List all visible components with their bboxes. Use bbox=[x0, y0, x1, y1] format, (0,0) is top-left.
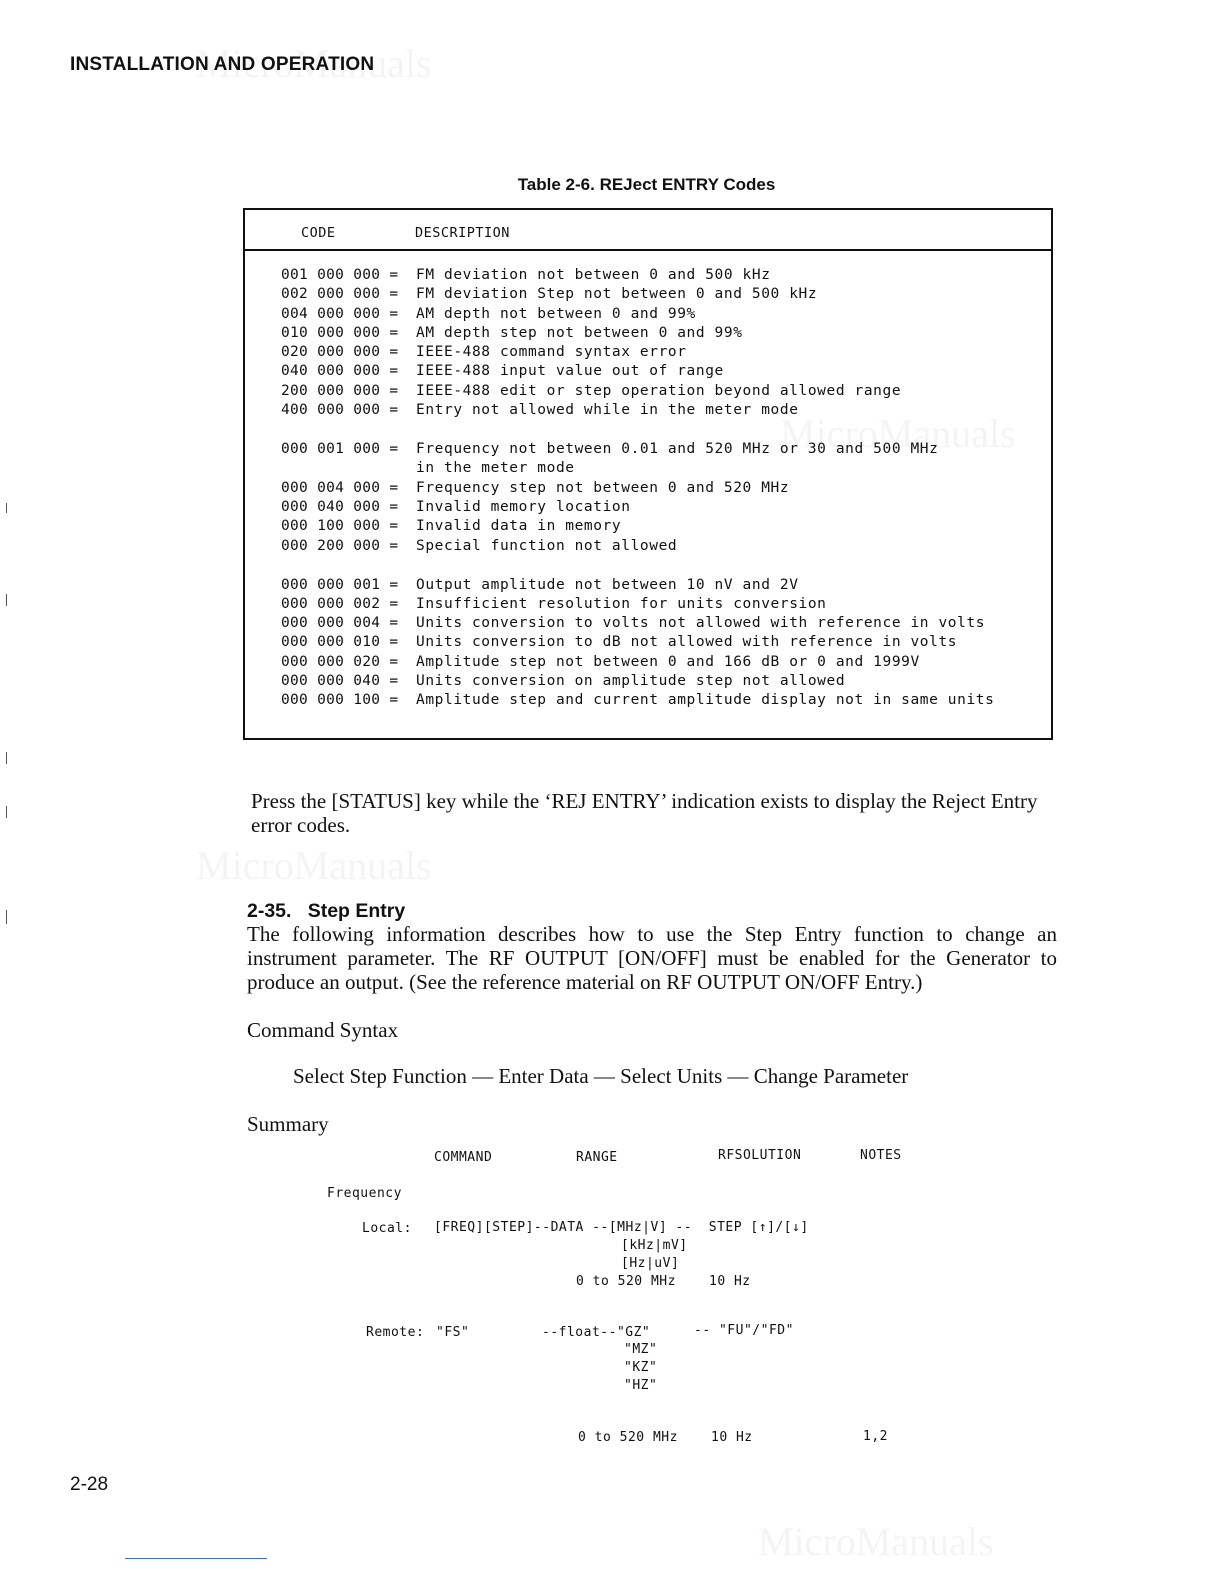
reject-code: 000 000 100 = bbox=[281, 692, 399, 709]
table-row bbox=[281, 479, 994, 498]
syntax-line: Select Step Function — Enter Data — Select Units — Change Parameter bbox=[293, 1064, 909, 1088]
section-paragraph: The following information describes how to use the Step Entry function to change an instrument parameter. The RF OUTPUT [ON/OFF] must be enabled for the Generator to produce an output. (See the reference material on RF OUTPUT ON/OFF Entry.) bbox=[247, 922, 1057, 994]
table-row bbox=[281, 324, 994, 343]
reject-description: IEEE-488 edit or step operation beyond allowed range bbox=[416, 382, 902, 399]
reject-code: 000 000 001 = bbox=[281, 576, 399, 593]
table-row bbox=[281, 362, 994, 381]
frequency-label: Frequency bbox=[327, 1186, 402, 1201]
reject-code: 000 000 040 = bbox=[281, 673, 399, 690]
table-row bbox=[281, 614, 994, 633]
reject-description: Units conversion to volts not allowed with reference in volts bbox=[416, 615, 986, 632]
local-label: Local: bbox=[362, 1221, 412, 1236]
local-resolution: 10 Hz bbox=[709, 1274, 751, 1289]
table-row bbox=[281, 595, 994, 614]
table-body bbox=[281, 266, 994, 711]
margin-mark bbox=[6, 806, 7, 818]
footer-rule bbox=[125, 1558, 267, 1559]
group-gap bbox=[281, 556, 994, 576]
reject-code bbox=[281, 459, 416, 478]
table-row bbox=[281, 266, 994, 285]
table-row bbox=[281, 517, 994, 536]
summary-col-range: RANGE bbox=[576, 1150, 618, 1165]
reject-description: Amplitude step and current amplitude display not in same units bbox=[416, 692, 995, 709]
table-row bbox=[281, 285, 994, 304]
table-row bbox=[281, 653, 994, 672]
remote-units-kz: "KZ" bbox=[624, 1360, 658, 1375]
reject-description: Frequency not between 0.01 and 520 MHz or 30 and 500 MHz bbox=[416, 441, 939, 458]
local-units-khz: [kHz|mV] bbox=[621, 1238, 688, 1253]
reject-description: AM depth not between 0 and 99% bbox=[416, 305, 696, 322]
reject-description: in the meter mode bbox=[416, 460, 575, 477]
table-row bbox=[281, 633, 994, 652]
reject-description: Frequency step not between 0 and 520 MHz bbox=[416, 479, 790, 496]
reject-description: IEEE-488 command syntax error bbox=[416, 344, 687, 361]
reject-description: Output amplitude not between 10 nV and 2V bbox=[416, 576, 799, 593]
watermark bbox=[758, 1518, 994, 1565]
reject-description: Insufficient resolution for units conversion bbox=[416, 595, 827, 612]
reject-code: 400 000 000 = bbox=[281, 402, 399, 419]
summary-col-resolution: RFSOLUTION bbox=[718, 1148, 802, 1163]
remote-step: -- "FU"/"FD" bbox=[694, 1323, 794, 1338]
reject-code: 000 000 002 = bbox=[281, 595, 399, 612]
table-row bbox=[281, 459, 994, 478]
remote-float: --float--"GZ" bbox=[542, 1325, 651, 1340]
group-gap bbox=[281, 420, 994, 440]
table-row bbox=[281, 382, 994, 401]
reject-description: FM deviation not between 0 and 500 kHz bbox=[416, 267, 771, 283]
local-range: 0 to 520 MHz bbox=[576, 1274, 676, 1289]
reject-code: 001 000 000 = bbox=[281, 267, 399, 283]
reject-description: AM depth step not between 0 and 99% bbox=[416, 324, 743, 341]
table-row bbox=[281, 440, 994, 459]
reject-code: 000 100 000 = bbox=[281, 518, 399, 535]
page-header: INSTALLATION AND OPERATION bbox=[70, 54, 375, 75]
reject-code: 004 000 000 = bbox=[281, 305, 399, 322]
table-title: Table 2-6. REJect ENTRY Codes bbox=[517, 175, 776, 194]
column-header-description: DESCRIPTION bbox=[415, 225, 510, 241]
reject-description: Invalid data in memory bbox=[416, 518, 622, 535]
table-header-row bbox=[245, 210, 1051, 251]
remote-command: "FS" bbox=[436, 1325, 470, 1340]
reject-code: 040 000 000 = bbox=[281, 363, 399, 380]
reject-code: 000 200 000 = bbox=[281, 537, 399, 554]
reject-description: Units conversion on amplitude step not allowed bbox=[416, 673, 846, 690]
column-header-code: CODE bbox=[301, 225, 336, 241]
table-row bbox=[281, 498, 994, 517]
table-row bbox=[281, 305, 994, 324]
margin-mark bbox=[6, 752, 7, 764]
reject-description: Amplitude step not between 0 and 166 dB or 0 and 1999V bbox=[416, 653, 920, 670]
table-row bbox=[281, 691, 994, 710]
reject-description: FM deviation Step not between 0 and 500 kHz bbox=[416, 286, 818, 303]
remote-resolution: 10 Hz bbox=[711, 1430, 753, 1445]
remote-range: 0 to 520 MHz bbox=[578, 1430, 678, 1445]
local-units-hz: [Hz|uV] bbox=[621, 1256, 680, 1271]
reject-code: 000 040 000 = bbox=[281, 498, 399, 515]
reject-code: 000 001 000 = bbox=[281, 441, 399, 458]
table-row bbox=[281, 576, 994, 595]
summary-col-notes: NOTES bbox=[860, 1148, 902, 1163]
margin-mark bbox=[6, 594, 7, 606]
table-row bbox=[281, 343, 994, 362]
watermark bbox=[196, 842, 432, 889]
remote-notes: 1,2 bbox=[863, 1429, 888, 1444]
status-paragraph: Press the [STATUS] key while the ‘REJ ENTRY’ indication exists to display the Reject Entry error codes. bbox=[251, 789, 1038, 837]
reject-description: Entry not allowed while in the meter mode bbox=[416, 402, 799, 419]
remote-units-hz: "HZ" bbox=[624, 1378, 658, 1393]
margin-mark bbox=[6, 503, 7, 513]
reject-description: Units conversion to dB not allowed with reference in volts bbox=[416, 634, 958, 651]
reject-code: 002 000 000 = bbox=[281, 286, 399, 303]
reject-description: Invalid memory location bbox=[416, 498, 631, 515]
reject-code: 010 000 000 = bbox=[281, 324, 399, 341]
reject-codes-table bbox=[243, 208, 1053, 740]
table-row bbox=[281, 401, 994, 420]
summary-col-command: COMMAND bbox=[434, 1150, 493, 1165]
reject-code: 000 000 020 = bbox=[281, 653, 399, 670]
reject-description: IEEE-488 input value out of range bbox=[416, 363, 724, 380]
command-syntax-label: Command Syntax bbox=[247, 1018, 399, 1042]
summary-label: Summary bbox=[247, 1112, 329, 1136]
reject-code: 020 000 000 = bbox=[281, 344, 399, 361]
remote-units-mz: "MZ" bbox=[624, 1342, 658, 1357]
page-number: 2-28 bbox=[70, 1474, 109, 1495]
margin-mark bbox=[6, 910, 7, 924]
section-title: 2-35. Step Entry bbox=[247, 900, 406, 922]
reject-description: Special function not allowed bbox=[416, 537, 678, 554]
local-command: [FREQ][STEP]--DATA --[MHz|V] -- STEP [↑]/[↓] bbox=[434, 1220, 809, 1235]
table-row bbox=[281, 537, 994, 556]
reject-code: 000 000 004 = bbox=[281, 615, 399, 632]
reject-code: 000 004 000 = bbox=[281, 479, 399, 496]
table-row bbox=[281, 672, 994, 691]
reject-code: 000 000 010 = bbox=[281, 634, 399, 651]
reject-code: 200 000 000 = bbox=[281, 382, 399, 399]
remote-label: Remote: bbox=[366, 1325, 425, 1340]
